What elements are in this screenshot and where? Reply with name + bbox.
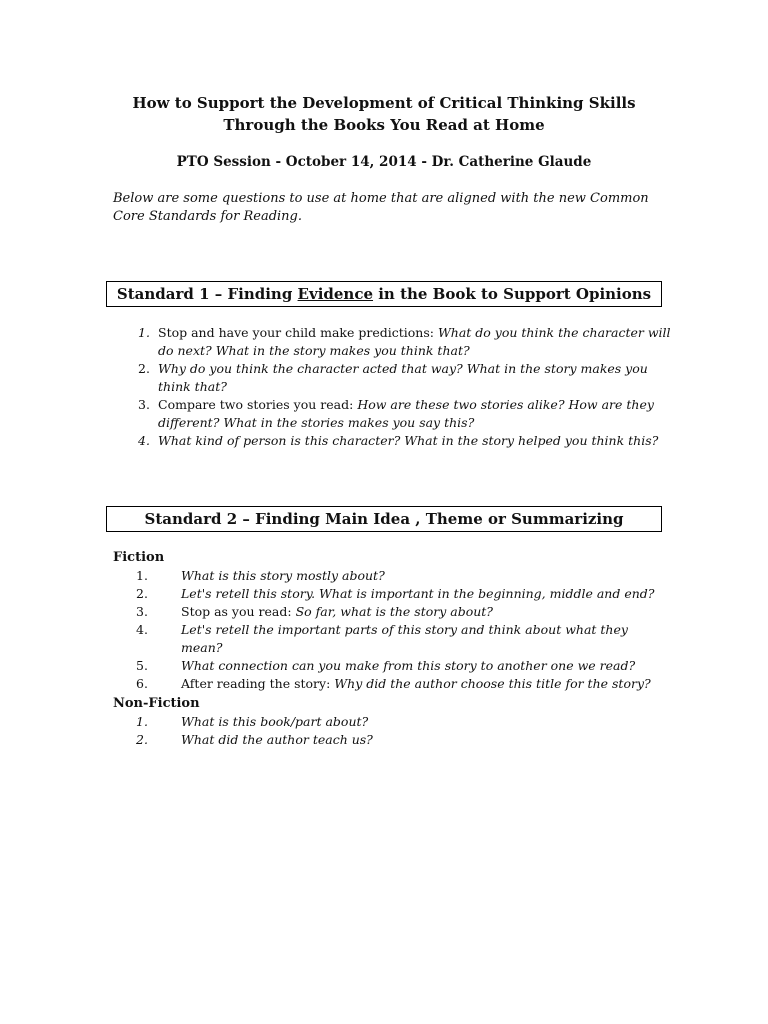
item-question: Why did the author choose this title for the story? <box>334 676 651 691</box>
item-number: 5. <box>136 658 148 673</box>
item-number: 1. <box>138 325 150 340</box>
item-number: 2. <box>138 361 150 376</box>
list-item <box>113 675 673 693</box>
standard-1-heading-evidence: Evidence <box>297 285 374 303</box>
item-question: What is this story mostly about? <box>181 568 385 583</box>
list-item <box>113 567 673 585</box>
list-item <box>113 657 673 675</box>
item-number: 4. <box>138 433 150 448</box>
item-question: What connection can you make from this story to another one we read? <box>181 658 636 673</box>
list-item <box>113 621 673 657</box>
nonfiction-label: Non-Fiction <box>113 696 200 711</box>
nonfiction-list <box>113 713 673 749</box>
item-question: What did the author teach us? <box>181 732 373 747</box>
item-lead: Stop as you read: <box>181 604 296 619</box>
standard-1-list <box>113 324 673 450</box>
item-lead: Compare two stories you read: <box>158 397 358 412</box>
item-question: Why do you think the character acted that way? What in the story makes you think that? <box>158 361 648 394</box>
list-item <box>113 713 673 731</box>
session-line: PTO Session - October 14, 2014 - Dr. Catherine Glaude <box>176 154 592 170</box>
list-item <box>113 731 673 749</box>
item-number: 2. <box>136 586 148 601</box>
title-line-1: How to Support the Development of Critical Thinking Skills <box>132 94 636 112</box>
item-number: 6. <box>136 676 148 691</box>
list-item <box>113 396 673 432</box>
item-question: Let's retell the important parts of this story and think about what they mean? <box>181 622 628 655</box>
list-item <box>113 603 673 621</box>
intro-paragraph: Below are some questions to use at home that are aligned with the new Common Core Standards for Reading. <box>113 191 649 224</box>
item-number: 2. <box>136 732 148 747</box>
item-number: 1. <box>136 568 148 583</box>
fiction-list <box>113 567 673 693</box>
item-question: So far, what is the story about? <box>295 604 494 619</box>
item-lead: After reading the story: <box>181 676 335 691</box>
item-question: What do you think the character will do next? What in the story makes you think that? <box>158 325 671 358</box>
item-question: What is this book/part about? <box>181 714 369 729</box>
list-item <box>113 324 673 360</box>
list-item <box>113 432 673 450</box>
list-item <box>113 360 673 396</box>
standard-1-heading-pre: Standard 1 – Finding <box>116 285 298 303</box>
title-line-2: Through the Books You Read at Home <box>223 116 545 134</box>
document-title <box>0 92 768 136</box>
list-item <box>113 585 673 603</box>
item-number: 3. <box>136 604 148 619</box>
standard-2-heading: Standard 2 – Finding Main Idea , Theme or Summarizing <box>106 506 662 532</box>
standard-1-heading-post: in the Book to Support Opinions <box>373 285 652 303</box>
item-question: What kind of person is this character? What in the story helped you think this? <box>158 433 659 448</box>
item-number: 4. <box>136 622 148 637</box>
standard-1-heading <box>106 281 662 307</box>
item-question: How are these two stories alike? How are they different? What in the stories makes you say this? <box>158 397 654 430</box>
fiction-label: Fiction <box>113 550 165 565</box>
item-question: Let's retell this story. What is important in the beginning, middle and end? <box>181 586 655 601</box>
item-number: 3. <box>138 397 150 412</box>
item-lead: Stop and have your child make predictions: <box>158 325 438 340</box>
item-number: 1. <box>136 714 148 729</box>
